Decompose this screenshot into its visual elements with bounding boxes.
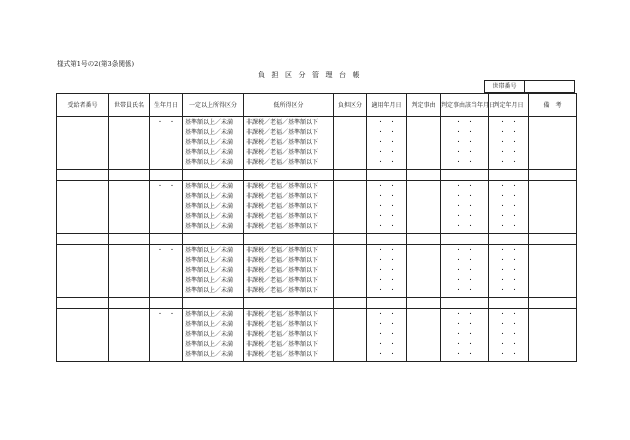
remarks-cell[interactable] bbox=[529, 117, 577, 170]
col-decision-date: 判定年月日 bbox=[489, 94, 529, 117]
separator-cell bbox=[244, 298, 334, 309]
applied-date-cell-lines bbox=[367, 245, 406, 296]
date-marks: ・ ・ bbox=[455, 311, 474, 318]
income-option-text: 基準額以上／未満 bbox=[185, 213, 234, 220]
reason-date-cell[interactable] bbox=[441, 245, 489, 298]
date-marks: ・ ・ bbox=[455, 331, 474, 338]
income-category-cell[interactable] bbox=[183, 309, 244, 362]
low-income-option-text: 非課税／老福／基準額以下 bbox=[246, 341, 319, 348]
household-number-box bbox=[484, 80, 575, 93]
low-income-option-text: 非課税／老福／基準額以下 bbox=[246, 183, 319, 190]
date-marks: ・ ・ bbox=[377, 351, 396, 358]
decision-date-cell[interactable] bbox=[489, 181, 529, 234]
date-marks: ・ ・ bbox=[377, 341, 396, 348]
separator-cell bbox=[367, 234, 407, 245]
decision-date-cell[interactable] bbox=[489, 309, 529, 362]
reason-date-cell-lines bbox=[441, 245, 488, 296]
ledger-title: 負担区分管理台帳 bbox=[258, 71, 366, 79]
col-member-name: 世帯員氏名 bbox=[109, 94, 150, 117]
member-name-cell[interactable] bbox=[109, 309, 150, 362]
birth-date-marks: ・・ bbox=[156, 119, 181, 126]
separator-cell bbox=[244, 170, 334, 181]
decision-reason-cell[interactable] bbox=[407, 181, 441, 234]
income-option-text: 基準額以上／未満 bbox=[185, 287, 234, 294]
group-separator bbox=[57, 170, 577, 181]
applied-date-cell[interactable] bbox=[367, 181, 407, 234]
date-marks: ・ ・ bbox=[499, 149, 518, 156]
date-marks: ・ ・ bbox=[455, 257, 474, 264]
burden-category-cell[interactable] bbox=[334, 245, 367, 298]
reason-date-cell-lines bbox=[441, 181, 488, 232]
recipient-number-cell[interactable] bbox=[57, 245, 109, 298]
separator-cell bbox=[150, 298, 183, 309]
separator-cell bbox=[441, 298, 489, 309]
low-income-option-text: 非課税／老福／基準額以下 bbox=[246, 247, 319, 254]
separator-cell bbox=[407, 234, 441, 245]
header-row bbox=[57, 94, 577, 117]
date-marks: ・ ・ bbox=[499, 257, 518, 264]
date-marks: ・ ・ bbox=[377, 213, 396, 220]
decision-reason-cell[interactable] bbox=[407, 117, 441, 170]
income-option-text: 基準額以上／未満 bbox=[185, 129, 234, 136]
date-marks: ・ ・ bbox=[377, 203, 396, 210]
date-marks: ・ ・ bbox=[499, 183, 518, 190]
low-income-option-text: 非課税／老福／基準額以下 bbox=[246, 119, 319, 126]
date-marks: ・ ・ bbox=[499, 341, 518, 348]
col-income-category: 一定以上所得区分 bbox=[183, 94, 244, 117]
date-marks: ・ ・ bbox=[499, 267, 518, 274]
decision-date-cell-lines bbox=[489, 309, 528, 360]
date-marks: ・ ・ bbox=[455, 321, 474, 328]
separator-cell bbox=[367, 170, 407, 181]
income-option-text: 基準額以上／未満 bbox=[185, 311, 234, 318]
separator-cell bbox=[441, 170, 489, 181]
birth-date-marks: ・・ bbox=[156, 311, 181, 318]
decision-date-cell[interactable] bbox=[489, 245, 529, 298]
date-marks: ・ ・ bbox=[377, 183, 396, 190]
income-option-text: 基準額以上／未満 bbox=[185, 159, 234, 166]
col-decision-reason: 判定事由 bbox=[407, 94, 441, 117]
ledger-group bbox=[57, 309, 577, 362]
low-income-category-cell-lines bbox=[244, 245, 333, 296]
income-option-text: 基準額以上／未満 bbox=[185, 341, 234, 348]
income-option-text: 基準額以上／未満 bbox=[185, 257, 234, 264]
date-marks: ・ ・ bbox=[377, 257, 396, 264]
date-marks: ・ ・ bbox=[377, 267, 396, 274]
separator-cell bbox=[150, 170, 183, 181]
date-marks: ・ ・ bbox=[377, 277, 396, 284]
birth-date-cell[interactable] bbox=[150, 181, 183, 234]
date-marks: ・ ・ bbox=[455, 139, 474, 146]
low-income-option-text: 非課税／老福／基準額以下 bbox=[246, 277, 319, 284]
date-marks: ・ ・ bbox=[455, 351, 474, 358]
burden-category-cell[interactable] bbox=[334, 309, 367, 362]
date-marks: ・ ・ bbox=[499, 213, 518, 220]
income-option-text: 基準額以上／未満 bbox=[185, 351, 234, 358]
low-income-category-cell-lines bbox=[244, 309, 333, 360]
birth-date-marks: ・・ bbox=[156, 247, 181, 254]
low-income-category-cell-lines bbox=[244, 117, 333, 168]
date-marks: ・ ・ bbox=[499, 193, 518, 200]
ledger-table bbox=[56, 93, 577, 362]
income-option-text: 基準額以上／未満 bbox=[185, 247, 234, 254]
low-income-category-cell[interactable] bbox=[244, 117, 334, 170]
member-name-cell[interactable] bbox=[109, 181, 150, 234]
separator-cell bbox=[109, 298, 150, 309]
applied-date-cell[interactable] bbox=[367, 309, 407, 362]
ledger-group bbox=[57, 117, 577, 170]
separator-cell bbox=[57, 170, 109, 181]
income-option-text: 基準額以上／未満 bbox=[185, 321, 234, 328]
col-recipient-number: 受給者番号 bbox=[57, 94, 109, 117]
separator-cell bbox=[57, 298, 109, 309]
separator-cell bbox=[183, 234, 244, 245]
member-name-cell[interactable] bbox=[109, 117, 150, 170]
household-number-label: 世帯番号 bbox=[485, 81, 525, 92]
income-option-text: 基準額以上／未満 bbox=[185, 267, 234, 274]
low-income-option-text: 非課税／老福／基準額以下 bbox=[246, 223, 319, 230]
low-income-option-text: 非課税／老福／基準額以下 bbox=[246, 321, 319, 328]
birth-date-cell-lines bbox=[150, 245, 182, 256]
reason-date-cell[interactable] bbox=[441, 117, 489, 170]
recipient-number-cell[interactable] bbox=[57, 117, 109, 170]
low-income-category-cell-lines bbox=[244, 181, 333, 232]
income-option-text: 基準額以上／未満 bbox=[185, 277, 234, 284]
col-remarks: 備 考 bbox=[529, 94, 577, 117]
reason-date-cell-lines bbox=[441, 309, 488, 360]
date-marks: ・ ・ bbox=[377, 139, 396, 146]
remarks-cell[interactable] bbox=[529, 181, 577, 234]
low-income-option-text: 非課税／老福／基準額以下 bbox=[246, 287, 319, 294]
col-burden-category: 負担区分 bbox=[334, 94, 367, 117]
date-marks: ・ ・ bbox=[455, 223, 474, 230]
separator-cell bbox=[489, 170, 529, 181]
separator-cell bbox=[407, 170, 441, 181]
date-marks: ・ ・ bbox=[499, 223, 518, 230]
date-marks: ・ ・ bbox=[455, 193, 474, 200]
low-income-option-text: 非課税／老福／基準額以下 bbox=[246, 351, 319, 358]
separator-cell bbox=[529, 298, 577, 309]
low-income-option-text: 非課税／老福／基準額以下 bbox=[246, 129, 319, 136]
separator-cell bbox=[334, 170, 367, 181]
group-separator bbox=[57, 298, 577, 309]
date-marks: ・ ・ bbox=[455, 341, 474, 348]
applied-date-cell[interactable] bbox=[367, 117, 407, 170]
date-marks: ・ ・ bbox=[455, 129, 474, 136]
date-marks: ・ ・ bbox=[455, 287, 474, 294]
remarks-cell[interactable] bbox=[529, 245, 577, 298]
income-option-text: 基準額以上／未満 bbox=[185, 203, 234, 210]
date-marks: ・ ・ bbox=[455, 149, 474, 156]
applied-date-cell-lines bbox=[367, 117, 406, 168]
birth-date-cell-lines bbox=[150, 181, 182, 192]
separator-cell bbox=[529, 170, 577, 181]
low-income-option-text: 非課税／老福／基準額以下 bbox=[246, 311, 319, 318]
decision-reason-cell[interactable] bbox=[407, 309, 441, 362]
date-marks: ・ ・ bbox=[377, 311, 396, 318]
member-name-cell[interactable] bbox=[109, 245, 150, 298]
separator-cell bbox=[150, 234, 183, 245]
date-marks: ・ ・ bbox=[499, 203, 518, 210]
date-marks: ・ ・ bbox=[499, 321, 518, 328]
low-income-category-cell[interactable] bbox=[244, 181, 334, 234]
date-marks: ・ ・ bbox=[455, 213, 474, 220]
remarks-cell[interactable] bbox=[529, 309, 577, 362]
low-income-option-text: 非課税／老福／基準額以下 bbox=[246, 203, 319, 210]
separator-cell bbox=[57, 234, 109, 245]
reason-date-cell[interactable] bbox=[441, 309, 489, 362]
low-income-category-cell[interactable] bbox=[244, 309, 334, 362]
col-birth-date: 生年月日 bbox=[150, 94, 183, 117]
date-marks: ・ ・ bbox=[377, 321, 396, 328]
income-option-text: 基準額以上／未満 bbox=[185, 331, 234, 338]
recipient-number-cell[interactable] bbox=[57, 309, 109, 362]
separator-cell bbox=[441, 234, 489, 245]
income-category-cell-lines bbox=[183, 117, 243, 168]
date-marks: ・ ・ bbox=[377, 247, 396, 254]
date-marks: ・ ・ bbox=[499, 247, 518, 254]
low-income-option-text: 非課税／老福／基準額以下 bbox=[246, 193, 319, 200]
date-marks: ・ ・ bbox=[455, 247, 474, 254]
separator-cell bbox=[183, 170, 244, 181]
separator-cell bbox=[334, 298, 367, 309]
birth-date-cell[interactable] bbox=[150, 245, 183, 298]
date-marks: ・ ・ bbox=[377, 193, 396, 200]
date-marks: ・ ・ bbox=[499, 351, 518, 358]
birth-date-cell[interactable] bbox=[150, 309, 183, 362]
income-option-text: 基準額以上／未満 bbox=[185, 149, 234, 156]
birth-date-cell-lines bbox=[150, 309, 182, 320]
date-marks: ・ ・ bbox=[455, 119, 474, 126]
date-marks: ・ ・ bbox=[455, 183, 474, 190]
date-marks: ・ ・ bbox=[377, 287, 396, 294]
household-number-field[interactable] bbox=[525, 81, 574, 92]
income-category-cell[interactable] bbox=[183, 117, 244, 170]
date-marks: ・ ・ bbox=[377, 223, 396, 230]
date-marks: ・ ・ bbox=[499, 311, 518, 318]
low-income-option-text: 非課税／老福／基準額以下 bbox=[246, 159, 319, 166]
income-category-cell[interactable] bbox=[183, 181, 244, 234]
col-low-income-category: 低所得区分 bbox=[244, 94, 334, 117]
date-marks: ・ ・ bbox=[377, 159, 396, 166]
low-income-option-text: 非課税／老福／基準額以下 bbox=[246, 257, 319, 264]
low-income-option-text: 非課税／老福／基準額以下 bbox=[246, 149, 319, 156]
burden-category-cell[interactable] bbox=[334, 181, 367, 234]
separator-cell bbox=[489, 298, 529, 309]
low-income-option-text: 非課税／老福／基準額以下 bbox=[246, 331, 319, 338]
date-marks: ・ ・ bbox=[455, 159, 474, 166]
date-marks: ・ ・ bbox=[377, 129, 396, 136]
separator-cell bbox=[109, 170, 150, 181]
income-option-text: 基準額以上／未満 bbox=[185, 119, 234, 126]
date-marks: ・ ・ bbox=[455, 203, 474, 210]
date-marks: ・ ・ bbox=[499, 119, 518, 126]
date-marks: ・ ・ bbox=[499, 287, 518, 294]
income-category-cell-lines bbox=[183, 245, 243, 296]
date-marks: ・ ・ bbox=[499, 331, 518, 338]
decision-date-cell[interactable] bbox=[489, 117, 529, 170]
applied-date-cell-lines bbox=[367, 181, 406, 232]
income-option-text: 基準額以上／未満 bbox=[185, 193, 234, 200]
income-category-cell-lines bbox=[183, 181, 243, 232]
separator-cell bbox=[244, 234, 334, 245]
recipient-number-cell[interactable] bbox=[57, 181, 109, 234]
date-marks: ・ ・ bbox=[377, 119, 396, 126]
reason-date-cell[interactable] bbox=[441, 181, 489, 234]
low-income-category-cell[interactable] bbox=[244, 245, 334, 298]
date-marks: ・ ・ bbox=[377, 331, 396, 338]
income-option-text: 基準額以上／未満 bbox=[185, 139, 234, 146]
burden-category-cell[interactable] bbox=[334, 117, 367, 170]
reason-date-cell-lines bbox=[441, 117, 488, 168]
low-income-option-text: 非課税／老福／基準額以下 bbox=[246, 139, 319, 146]
income-option-text: 基準額以上／未満 bbox=[185, 223, 234, 230]
birth-date-cell-lines bbox=[150, 117, 182, 128]
low-income-option-text: 非課税／老福／基準額以下 bbox=[246, 213, 319, 220]
date-marks: ・ ・ bbox=[499, 129, 518, 136]
ledger-group bbox=[57, 245, 577, 298]
low-income-option-text: 非課税／老福／基準額以下 bbox=[246, 267, 319, 274]
income-category-cell[interactable] bbox=[183, 245, 244, 298]
decision-date-cell-lines bbox=[489, 245, 528, 296]
ledger-group bbox=[57, 181, 577, 234]
decision-date-cell-lines bbox=[489, 117, 528, 168]
separator-cell bbox=[183, 298, 244, 309]
date-marks: ・ ・ bbox=[499, 159, 518, 166]
birth-date-marks: ・・ bbox=[156, 183, 181, 190]
applied-date-cell[interactable] bbox=[367, 245, 407, 298]
date-marks: ・ ・ bbox=[455, 267, 474, 274]
date-marks: ・ ・ bbox=[499, 139, 518, 146]
decision-reason-cell[interactable] bbox=[407, 245, 441, 298]
group-separator bbox=[57, 234, 577, 245]
separator-cell bbox=[529, 234, 577, 245]
applied-date-cell-lines bbox=[367, 309, 406, 360]
col-applied-date: 適用年月日 bbox=[367, 94, 407, 117]
form-number: 様式第1号の2(第3条関係) bbox=[57, 60, 135, 68]
separator-cell bbox=[109, 234, 150, 245]
date-marks: ・ ・ bbox=[499, 277, 518, 284]
decision-date-cell-lines bbox=[489, 181, 528, 232]
income-category-cell-lines bbox=[183, 309, 243, 360]
income-option-text: 基準額以上／未満 bbox=[185, 183, 234, 190]
birth-date-cell[interactable] bbox=[150, 117, 183, 170]
separator-cell bbox=[334, 234, 367, 245]
separator-cell bbox=[407, 298, 441, 309]
col-reason-date: 判定事由該当年月日 bbox=[441, 94, 489, 117]
separator-cell bbox=[367, 298, 407, 309]
date-marks: ・ ・ bbox=[377, 149, 396, 156]
separator-cell bbox=[489, 234, 529, 245]
date-marks: ・ ・ bbox=[455, 277, 474, 284]
